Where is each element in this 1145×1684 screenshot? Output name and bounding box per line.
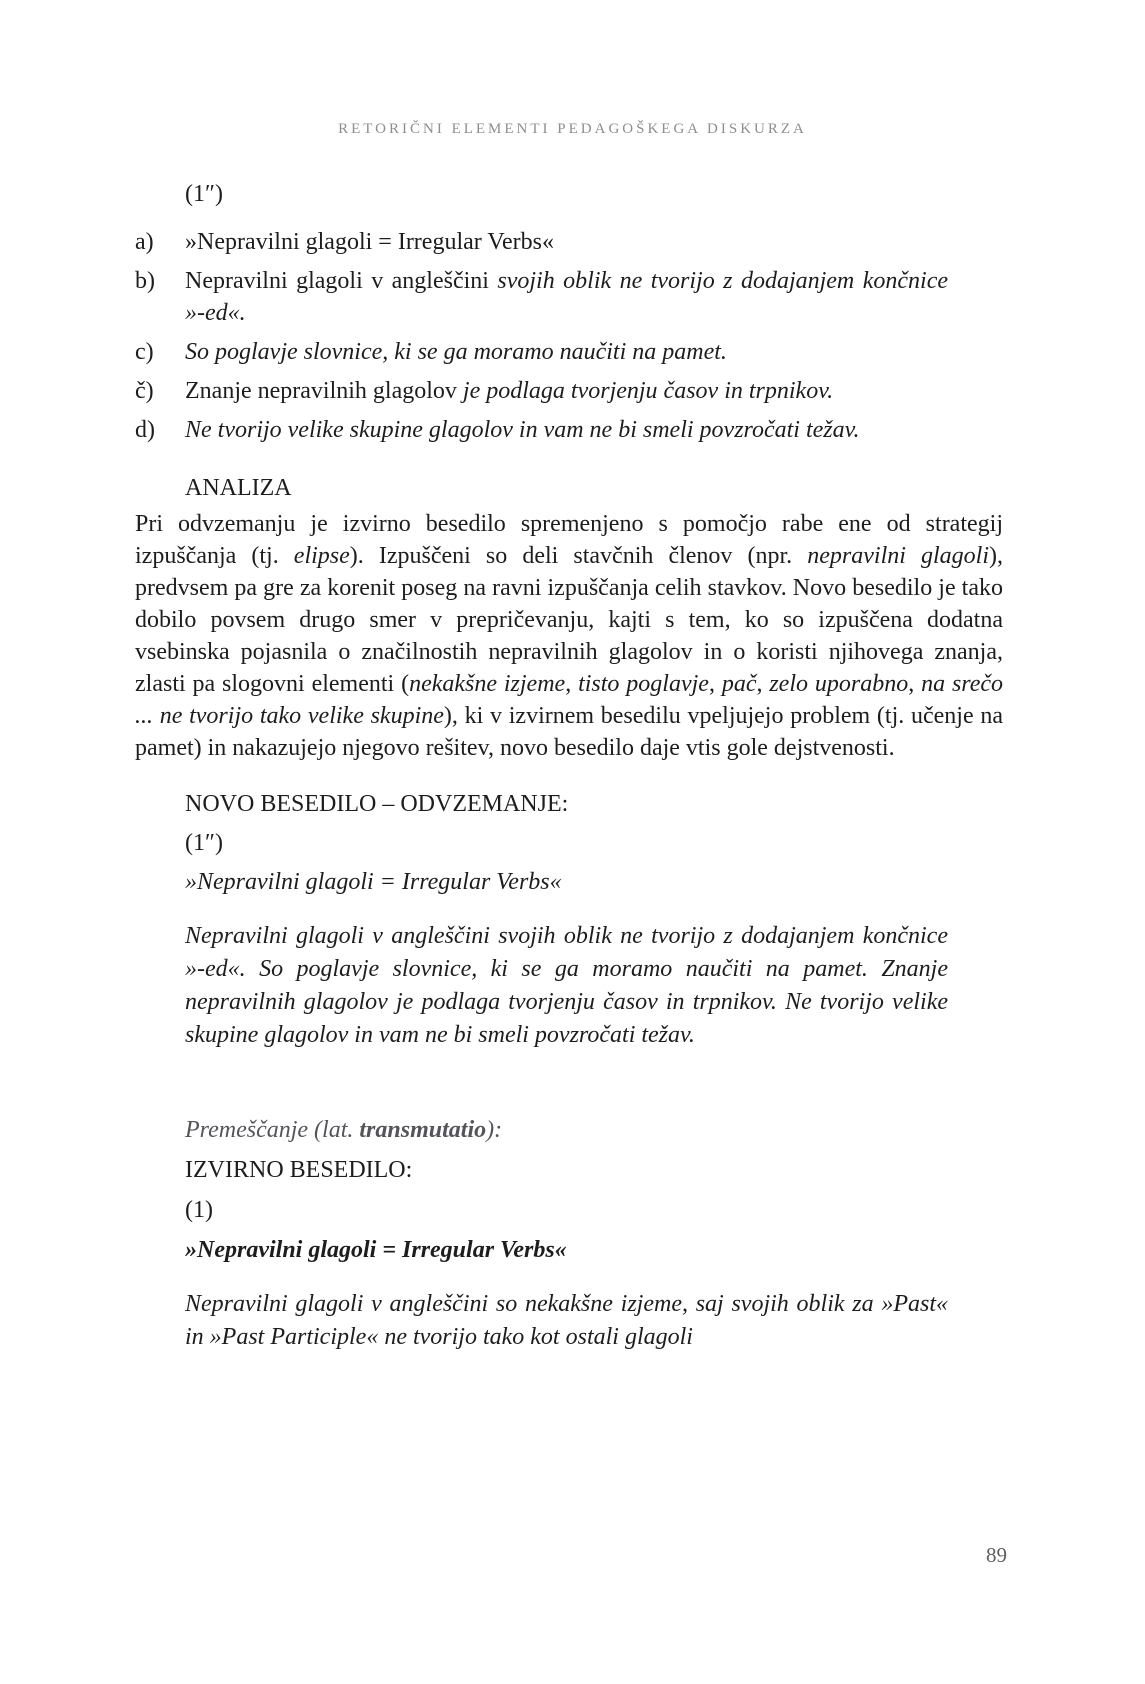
list-item-text bbox=[185, 375, 948, 407]
list-item-text bbox=[185, 226, 948, 258]
text-run: So poglavje slovnice, ki se ga moramo naučiti na pamet. bbox=[185, 339, 727, 365]
text-run: Nepravilni glagoli v angleščini bbox=[185, 268, 498, 294]
quote-paragraph-2: Nepravilni glagoli v angleščini so nekakšne izjeme, saj svojih oblik za »Past« in »Past Participle« ne tvorijo tako kot ostali glagoli bbox=[185, 1291, 948, 1350]
text-run: tisto poglavje bbox=[578, 671, 709, 697]
list-item-c bbox=[135, 336, 948, 368]
list-item-ch bbox=[135, 375, 948, 407]
quote-paragraph-1: Nepravilni glagoli v angleščini svojih oblik ne tvorijo z dodajanjem končnice »-ed«. So poglavje slovnice, ki se ga moramo naučiti na pamet. Znanje nepravilnih glagolov je podlaga tvorjenju časov in trpnikov. Ne tvorijo velike skupine glagolov in vam ne bi smeli povzročati težav. bbox=[185, 923, 948, 1048]
text-run: »Nepravilni glagoli = Irregular Verbs« bbox=[185, 229, 554, 255]
list-item-text bbox=[185, 265, 948, 329]
text-run: ), predvsem pa gre za korenit poseg na ravni izpuščanja celih stavkov. Novo besedilo je tako dobilo povsem drugo smer v prepričevanju, kajti s tem, ko so izpuščena dodatna vsebinska pojasnila o značilnostih nepravilnih glagolov in o koristi njihovega znanja, zlasti pa slogovni elementi ( bbox=[135, 543, 1004, 697]
text-run: transmutatio bbox=[359, 1117, 487, 1143]
quote-title-2: »Nepravilni glagoli = Irregular Verbs« bbox=[185, 1237, 567, 1263]
example-number-3: (1) bbox=[185, 1197, 213, 1223]
text-run: , bbox=[756, 671, 770, 697]
text-run: , bbox=[908, 671, 922, 697]
example-number-1: (1″) bbox=[185, 181, 223, 207]
text-run: , bbox=[708, 671, 722, 697]
text-run: elipse bbox=[293, 543, 350, 569]
example-number-2: (1″) bbox=[185, 830, 223, 856]
analysis-heading: ANALIZA bbox=[185, 475, 292, 501]
text-run: Ne tvorijo velike skupine glagolov in vam ne bi smeli povzročati težav. bbox=[185, 417, 860, 443]
list-item-text bbox=[185, 414, 948, 446]
list-item-text bbox=[185, 336, 948, 368]
text-run: nekakšne izjeme bbox=[409, 671, 566, 697]
text-run: Znanje nepravilnih glagolov bbox=[185, 378, 463, 404]
list-marker: č) bbox=[135, 378, 154, 404]
list-item-d bbox=[135, 414, 948, 446]
transmutation-heading bbox=[135, 1114, 1003, 1146]
text-run: ). Izpuščeni so deli stavčnih členov (npr. bbox=[349, 543, 808, 569]
list-item-b bbox=[135, 265, 948, 329]
text-run: zelo uporabno bbox=[769, 671, 909, 697]
list-item-a bbox=[135, 226, 948, 258]
analysis-paragraph bbox=[135, 508, 1003, 764]
text-run: , bbox=[565, 671, 579, 697]
text-run: Pri odvzemanju je izvirno besedilo spremenjeno s pomočjo rabe ene od strategij izpuščanja (tj. bbox=[135, 511, 1003, 569]
text-run: ): bbox=[486, 1117, 503, 1143]
list-marker: b) bbox=[135, 268, 155, 294]
example-list bbox=[135, 226, 1003, 446]
text-run: pač bbox=[721, 671, 757, 697]
text-run: na srečo ... ne tvorijo tako velike skupine bbox=[135, 671, 1004, 729]
original-text-heading: IZVIRNO BESEDILO: bbox=[185, 1157, 413, 1183]
list-marker: c) bbox=[135, 339, 154, 365]
running-header: RETORIČNI ELEMENTI PEDAGOŠKEGA DISKURZA bbox=[338, 121, 807, 137]
page-content bbox=[135, 170, 1003, 1354]
text-run: ), ki v izvirnem besedilu vpeljujejo problem (tj. učenje na pamet) in nakazujejo njegovo rešitev, novo besedilo daje vtis gole dejstvenosti. bbox=[135, 703, 1003, 761]
list-marker: d) bbox=[135, 417, 155, 443]
page-number: 89 bbox=[986, 1543, 1007, 1567]
quote-title-1: »Nepravilni glagoli = Irregular Verbs« bbox=[185, 869, 562, 895]
text-run: svojih oblik ne tvorijo z dodajanjem končnice »-ed«. bbox=[185, 268, 948, 326]
text-run: nepravilni glagoli bbox=[807, 543, 990, 569]
new-text-heading: NOVO BESEDILO – ODVZEMANJE: bbox=[185, 791, 569, 817]
text-run: je podlaga tvorjenju časov in trpnikov. bbox=[462, 378, 834, 404]
list-marker: a) bbox=[135, 229, 154, 255]
text-run: Premeščanje (lat. bbox=[185, 1117, 360, 1143]
